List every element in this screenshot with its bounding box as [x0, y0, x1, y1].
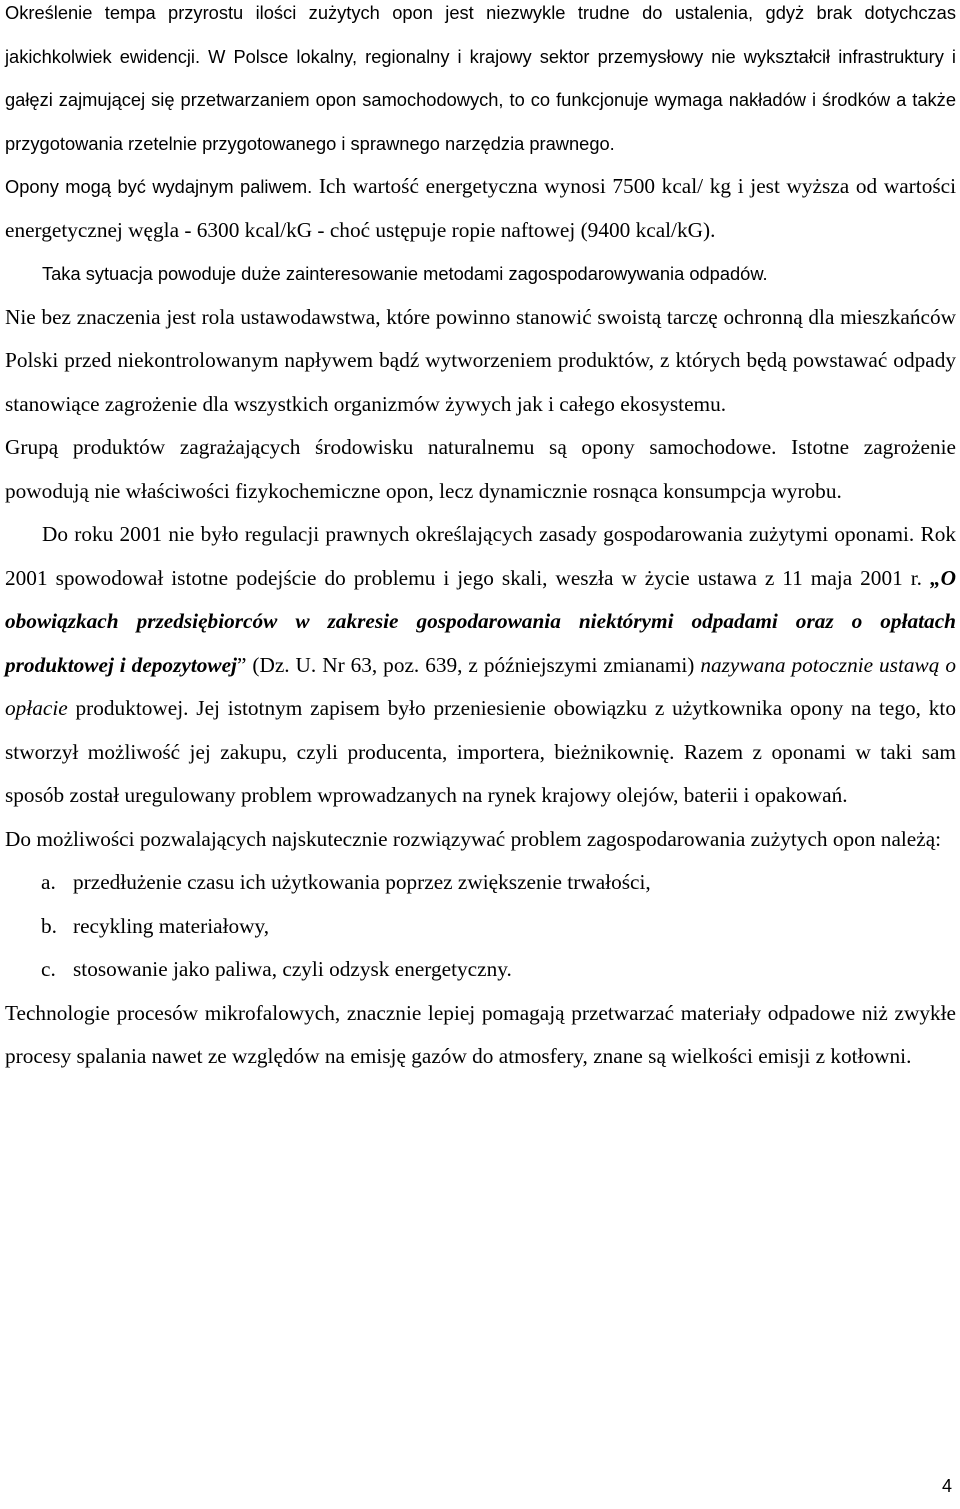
- options-list: [5, 861, 956, 992]
- list-item: [5, 905, 956, 949]
- paragraph-possibilities: Do możliwości pozwalających najskutecznie rozwiązywać problem zagospodarowania zużytych opon należą:: [5, 826, 942, 851]
- document-page: [5, 0, 956, 1079]
- paragraph-product-group: Grupą produktów zagrażających środowisku naturalnemu są opony samochodowe. Istotne zagrożenie powodują nie właściwości fizykochemiczne opon, lecz dynamicznie rosnąca konsumpcja wyrobu.: [5, 435, 956, 503]
- act-nickname: nazywana potocznie ustawą o opłacie: [5, 652, 956, 720]
- list-marker: b.: [41, 913, 57, 938]
- paragraph-tire-fuel-lead: Opony mogą być wydajnym paliwem.: [5, 176, 313, 197]
- paragraph-interest: Taka sytuacja powoduje duże zainteresowanie metodami zagospodarowywania odpadów.: [42, 263, 768, 284]
- list-item: [5, 861, 956, 905]
- paragraph-tire-growth: Określenie tempa przyrostu ilości zużytych opon jest niezwykle trudne do ustalenia, gdyż brak dotychczas jakichkolwiek ewidencji. W Polsce lokalny, regionalny i krajowy sektor przemysłowy nie wykształcił infrastruktury i gałęzi zajmującej się przetwarzaniem opon samochodowych, to co funkcjonuje wymaga nakładów i środków a także przygotowania rzetelnie przygotowanego i sprawnego narzędzia prawnego.: [5, 2, 956, 154]
- list-item: [5, 948, 956, 992]
- regulation-text-1: Do roku 2001 nie było regulacji prawnych określających zasady gospodarowania zużytymi oponami. Rok 2001 spowodował istotne podejście do problemu i jego skali, weszła w życie ustawa z 11 maja 2001 r.: [5, 522, 956, 590]
- list-marker: a.: [41, 870, 56, 894]
- list-item-text: stosowanie jako paliwa, czyli odzysk energetyczny.: [73, 957, 512, 981]
- list-marker: c.: [41, 957, 56, 981]
- page-number: 4: [941, 1476, 952, 1496]
- regulation-text-3: produktowej. Jej istotnym zapisem było przeniesienie obowiązku z użytkownika opony na tego, kto stworzył możliwość jej zakupu, czyli producenta, importera, bieżnikownię. Razem z oponami w taki sam sposób został uregulowany problem wprowadzanych na rynek krajowy olejów, baterii i opakowań.: [5, 696, 956, 807]
- list-item-text: przedłużenie czasu ich użytkowania poprzez zwiększenie trwałości,: [73, 870, 651, 894]
- paragraph-legislation-role: Nie bez znaczenia jest rola ustawodawstwa, które powinno stanowić swoistą tarczę ochronną dla mieszkańców Polski przed niekontrolowanym napływem bądź wytworzeniem produktów, z których będą powstawać odpady stanowiące zagrożenie dla wszystkich organizmów żywych jak i całego ekosystemu.: [5, 304, 956, 416]
- regulation-text-2: ” (Dz. U. Nr 63, poz. 639, z późniejszymi zmianami): [236, 652, 701, 677]
- act-title: „O obowiązkach przedsiębiorców w zakresie gospodarowania niektórymi odpadami oraz o opłatach produktowej i depozytowej: [5, 565, 956, 677]
- paragraph-regulation-2001: [5, 513, 956, 818]
- paragraph-tire-fuel-body: Ich wartość energetyczna wynosi 7500 kcal/ kg i jest wyższa od wartości energetycznej węgla - 6300 kcal/kG - choć ustępuje ropie naftowej (9400 kcal/kG).: [5, 174, 956, 242]
- paragraph-tire-fuel: [5, 165, 956, 252]
- list-item-text: recykling materiałowy,: [73, 913, 270, 938]
- paragraph-microwave: Technologie procesów mikrofalowych, znacznie lepiej pomagają przetwarzać materiały odpadowe niż zwykłe procesy spalania nawet ze względów na emisję gazów do atmosfery, znane są wielkości emisji z kotłowni.: [5, 1000, 956, 1068]
